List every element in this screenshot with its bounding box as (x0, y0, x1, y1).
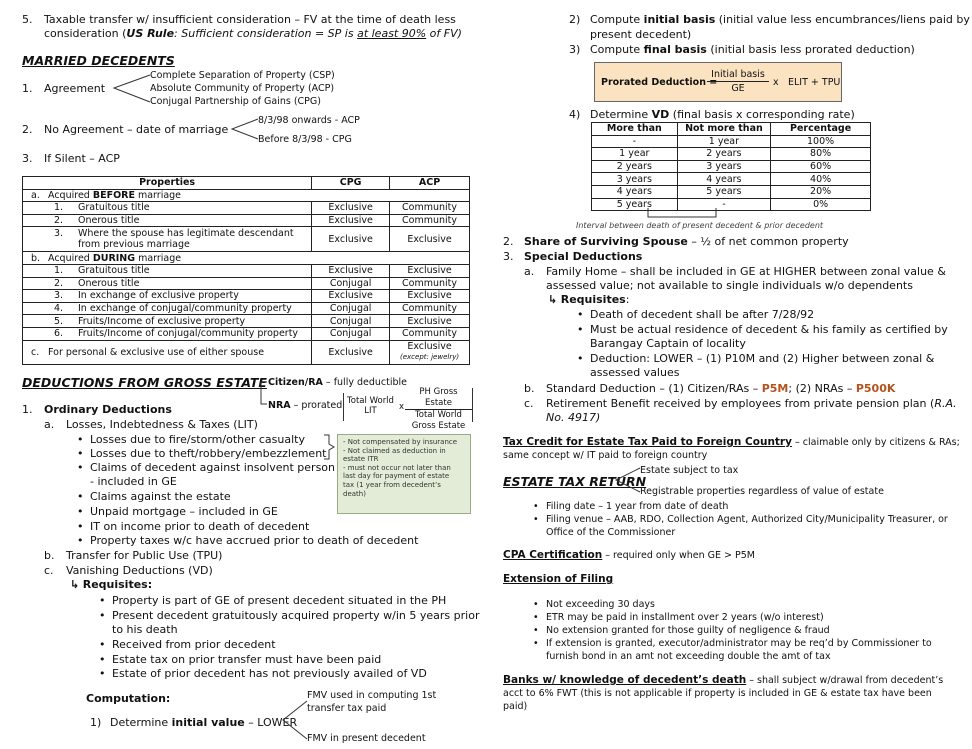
fh-req-2: • Must be actual residence of decedent & his family as certified by (590, 323, 948, 336)
initial-value-brace-icon (281, 697, 309, 743)
agreement-option-acp: Absolute Community of Property (ACP) (150, 83, 335, 94)
return-bullet-2-cont: Office of the Commissioner (546, 527, 676, 538)
step-4-label: Determine VD (final basis x corresponding rate) (590, 108, 855, 121)
item-5-number: 5. (22, 13, 33, 26)
vd-req-1: • Property is part of GE of present decedent situated in the PH (112, 594, 446, 607)
computation-label: Computation: (86, 692, 171, 705)
table-row: - 1 year 100% (592, 135, 871, 148)
nra-times: x (399, 402, 405, 412)
fh-req-2-cont: Barangay Captain of locality (590, 337, 746, 350)
table-row: 4 years 5 years 20% (592, 185, 871, 198)
tpu-letter: b. (44, 549, 55, 562)
vd-rate-table (591, 122, 871, 211)
fraction-bracket-right (472, 388, 473, 422)
standard-deduction: Standard Deduction – (1) Citizen/RAs – P5M; (2) NRAs – P500K (546, 382, 896, 395)
initial-value-option-1-cont: transfer tax paid (307, 703, 387, 714)
step-3-label: Compute final basis (initial basis less prorated deduction) (590, 43, 915, 56)
if-silent-number: 3. (22, 152, 33, 165)
header-acp: ACP (390, 177, 470, 190)
share-label: Share of Surviving Spouse – ½ of net common property (524, 235, 849, 248)
agreement-option-csp: Complete Separation of Property (CSP) (150, 70, 335, 81)
step-2-label: Compute initial basis (initial value less encumbrances/liens paid by (590, 13, 970, 26)
table-header-row (23, 177, 470, 190)
lit-label: Losses, Indebtedness & Taxes (LIT) (66, 418, 258, 431)
table-header-row: More than Not more than Percentage (592, 123, 871, 136)
section-a-label: a. Acquired BEFORE marriage (23, 189, 470, 202)
estate-return-brace-icon (614, 465, 642, 495)
step-3-number: 3) (569, 43, 581, 56)
table-row: 1 year 2 years 80% (592, 148, 871, 161)
table-row: 1. Gratuitous title Exclusive Exclusive (23, 264, 470, 277)
table-row: 4. In exchange of conjugal/community property Conjugal Community (23, 302, 470, 315)
lit-bullet-3: • Claims of decedent against insolvent person (90, 461, 335, 474)
tax-credit-cont: same concept w/ IT paid to foreign country (503, 450, 708, 461)
estate-return-option-2: Registrable properties regardless of value of estate (640, 486, 884, 497)
special-number: 3. (503, 250, 514, 263)
initial-value-option-2: FMV in present decedent (307, 733, 426, 744)
nra-prorated-note: NRA – prorated (268, 400, 343, 411)
item-5-line2: consideration (US Rule: Sufficient consideration = SP is at least 90% of FV) (44, 27, 462, 40)
no-agreement-number: 2. (22, 123, 33, 136)
family-home-letter: a. (524, 265, 535, 278)
agreement-brace-icon (112, 72, 152, 106)
table-row: 2. Onerous title Conjugal Community (23, 277, 470, 290)
table-row: c. For personal & exclusive use of either spouse Exclusive Exclusive (except: jewelry) (23, 340, 470, 364)
prorated-tail: ELIT + TPU (788, 77, 841, 88)
step-2-number: 2) (569, 13, 581, 26)
vd-req-2: • Present decedent gratuitously acquired property w/in 5 years prior (112, 609, 479, 622)
vd-req-5: • Estate of prior decedent has not previously availed of VD (112, 667, 427, 680)
turn-right-arrow-icon: ↳ (70, 578, 80, 591)
ext-bullet-4: • If extension is granted, executor/administrator may be req’d by Commissioner to (546, 637, 932, 650)
table-row: 5 years - 0% (592, 198, 871, 211)
share-number: 2. (503, 235, 514, 248)
no-agreement-option-cpg: Before 8/3/98 - CPG (258, 134, 352, 145)
no-agreement-option-acp: 8/3/98 onwards - ACP (258, 115, 360, 126)
fraction-bracket-left (343, 393, 344, 421)
properties-table (22, 176, 470, 365)
lit-bullet-3-cont: - included in GE (90, 475, 177, 488)
citizen-ra-note: Citizen/RA – fully deductible (268, 377, 408, 388)
lit-bullet-4: • Claims against the estate (90, 490, 231, 503)
tax-credit: Tax Credit for Estate Tax Paid to Foreign Country – claimable only by citizens & RAs; (503, 436, 960, 448)
fh-req-3-cont: assessed values (590, 366, 680, 379)
vd-letter: c. (44, 564, 54, 577)
ext-bullet-1: • Not exceeding 30 days (546, 598, 655, 611)
vd-req-2-cont: to his death (112, 623, 178, 636)
lit-bullet-2: • Losses due to theft/robbery/embezzlement (90, 447, 326, 460)
table-row: 3 years 4 years 40% (592, 173, 871, 186)
table-row: 6. Fruits/Income of conjugal/community property Conjugal Community (23, 327, 470, 340)
loss-conditions-note: - Not compensated by insurance - Not claimed as deduction in estate ITR - must not occur not later than last day for payment of estate tax (1 year from decedent’s death) (337, 434, 471, 514)
ext-bullet-3: • No extension granted for those guilty of negligence & fraud (546, 624, 830, 637)
step-1-number: 1) (90, 716, 102, 729)
turn-right-arrow-icon: ↳ (548, 293, 558, 306)
ext-bullet-4-cont: furnish bond in an amt not exceeding double the amt of tax (546, 651, 831, 662)
banks-note: Banks w/ knowledge of decedent’s death – shall subject w/drawal from decedent’s (503, 674, 944, 686)
interval-note: Interval between death of present decedent & prior decedent (576, 221, 824, 230)
retirement-line2: No. 4917) (546, 411, 601, 424)
vd-requisites: ↳ Requisites: (70, 578, 153, 591)
fh-req-1: • Death of decedent shall be after 7/28/92 (590, 308, 814, 321)
lit-letter: a. (44, 418, 55, 431)
extension-heading: Extension of Filing (503, 573, 614, 585)
section-b-label: b. Acquired DURING marriage (23, 252, 470, 265)
lit-bullet-6: • IT on income prior to death of decedent (90, 520, 309, 533)
header-properties: Properties (23, 177, 312, 190)
tpu-label: Transfer for Public Use (TPU) (66, 549, 223, 562)
return-bullet-1: • Filing date – 1 year from date of death (546, 500, 728, 513)
family-home-line2: assessed value; not available to single individuals w/o dependents (546, 279, 913, 292)
fh-requisites: ↳ Requisites: (548, 293, 630, 306)
no-agreement-label: No Agreement – date of marriage (44, 123, 229, 136)
item-5-line1: Taxable transfer w/ insufficient consideration – FV at the time of death less (44, 13, 456, 26)
standard-letter: b. (524, 382, 535, 395)
vd-label: Vanishing Deductions (VD) (66, 564, 213, 577)
prorated-deduction-formula (594, 62, 842, 102)
lit-bullet-7: • Property taxes w/c have accrued prior to death of decedent (90, 534, 418, 547)
step-2-cont: present decedent) (590, 28, 692, 41)
retirement-letter: c. (524, 397, 534, 410)
table-row: 5. Fruits/Income of exclusive property Conjugal Exclusive (23, 315, 470, 328)
retirement-line1: Retirement Benefit received by employees from private pension plan (R.A. (546, 397, 957, 410)
step-4-number: 4) (569, 108, 581, 121)
agreement-label: Agreement (44, 82, 106, 95)
cpa-certification: CPA Certification – required only when GE > P5M (503, 549, 755, 561)
header-cpg: CPG (312, 177, 390, 190)
citizen-nra-brace-icon (255, 378, 269, 408)
prorated-label: Prorated Deduction = (601, 77, 718, 88)
ext-bullet-2: • ETR may be paid in installment over 2 years (w/o interest) (546, 611, 824, 624)
estate-return-option-1: Estate subject to tax (640, 465, 739, 476)
table-row: 1. Gratuitous title Exclusive Community (23, 202, 470, 215)
ordinary-deductions-label: Ordinary Deductions (44, 403, 172, 416)
banks-note-line2: acct to 6% FWT (this is not applicable if property is included in GE & estate tax have been (503, 688, 932, 699)
prorated-fraction: Initial basis GE (707, 68, 769, 95)
nra-fraction-1: Total World LIT (347, 396, 394, 416)
return-bullet-2: • Filing venue – AAB, RDO, Collection Agent, Authorized City/Municipality Treasurer, or (546, 513, 948, 526)
if-silent-label: If Silent – ACP (44, 152, 120, 165)
banks-note-line3: paid) (503, 701, 528, 712)
step-1-label: Determine initial value – LOWER (110, 716, 298, 729)
table-row: 3. In exchange of exclusive property Exclusive Exclusive (23, 290, 470, 303)
vd-req-4: • Estate tax on prior transfer must have been paid (112, 653, 381, 666)
no-agreement-brace-icon (230, 116, 260, 142)
family-home-line1: Family Home – shall be included in GE at HIGHER between zonal value & (546, 265, 946, 278)
lit-bullet-1: • Losses due to fire/storm/other casualty (90, 433, 305, 446)
ordinary-number: 1. (22, 403, 33, 416)
section-a-row (23, 189, 470, 202)
interval-bracket-icon (646, 207, 718, 221)
lit-brace-icon (322, 433, 336, 461)
prorated-times: x (773, 77, 779, 88)
table-row: 3. Where the spouse has legitimate descendant from previous marriage Exclusive Exclusive (23, 227, 470, 252)
special-deductions-label: Special Deductions (524, 250, 643, 263)
vd-req-3: • Received from prior decedent (112, 638, 276, 651)
initial-value-option-1: FMV used in computing 1st (307, 690, 437, 701)
nra-fraction-2: PH Gross Estate Total World Gross Estate (405, 387, 472, 432)
married-decedents-heading: MARRIED DECEDENTS (22, 53, 175, 68)
deductions-heading: DEDUCTIONS FROM GROSS ESTATE (22, 375, 267, 390)
table-row: 2. Onerous title Exclusive Community (23, 214, 470, 227)
fh-req-3: • Deduction: LOWER – (1) P10M and (2) Higher between zonal & (590, 352, 934, 365)
table-row: 2 years 3 years 60% (592, 160, 871, 173)
section-b-row (23, 252, 470, 265)
estate-tax-return-heading: ESTATE TAX RETURN (503, 474, 647, 489)
agreement-option-cpg: Conjugal Partnership of Gains (CPG) (150, 96, 321, 107)
agreement-number: 1. (22, 82, 33, 95)
lit-bullet-5: • Unpaid mortgage – included in GE (90, 505, 278, 518)
